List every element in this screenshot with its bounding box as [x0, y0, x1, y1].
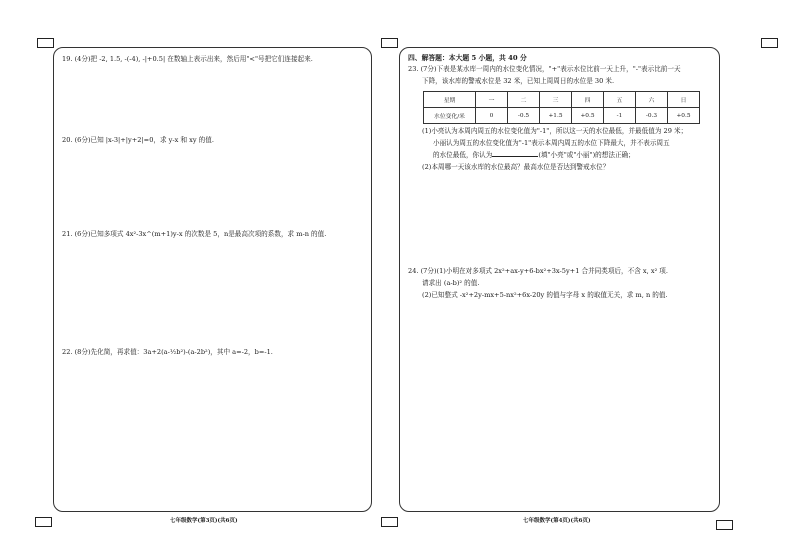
question-21: 21. (6分)已知多项式 4x²-3x^(m+1)y-x 的次数是 5，n是最高次项的系数，求 m-n 的值. — [62, 230, 327, 238]
question-24-part2: (2)已知整式 -x²+2y-mx+5-nx²+6x-20y 的值与字母 x 的取值无关，求 m, n 的值. — [422, 291, 668, 299]
table-cell: 星期 — [424, 92, 476, 108]
table-cell: 四 — [572, 92, 604, 108]
table-cell: -1 — [604, 108, 636, 124]
question-23-part1-line3 — [433, 150, 635, 161]
table-cell: +1.5 — [540, 108, 572, 124]
table-cell: 二 — [508, 92, 540, 108]
question-23-intro-line2: 下降，该水库的警戒水位是 32 米，已知上周周日的水位是 30 米. — [422, 77, 615, 85]
registration-mark-bottom-left — [35, 517, 52, 527]
table-cell: +0.5 — [668, 108, 700, 124]
question-23-part1-line3-post: (填"小亮"或"小丽")的想法正确； — [538, 151, 635, 159]
question-23-part1-line1: (1)小亮认为本周内周五的水位变化值为"-1"，所以这一天的水位最低，并最低值为 29 米； — [422, 127, 688, 135]
answer-blank[interactable] — [492, 150, 538, 157]
right-page-footer: 七年级数学(第4页)(共6页) — [523, 518, 591, 524]
question-23-part1-line2: 小丽认为周五的水位变化值为"-1"表示本周内周五的水位下降最大，并不表示周五 — [433, 139, 670, 147]
registration-mark-top-left — [37, 38, 54, 48]
table-cell: 六 — [636, 92, 668, 108]
table-header-row — [424, 92, 700, 108]
question-23-intro-line1: 23. (7分)下表是某水库一周内的水位变化情况，"+"表示水位比前一天上升，"-"表示比前一天 — [408, 65, 681, 73]
question-24-part1-line2: 请求出 (a-b)² 的值. — [422, 279, 480, 287]
table-cell: 水位变化/米 — [424, 108, 476, 124]
table-cell: 日 — [668, 92, 700, 108]
table-cell: -0.3 — [636, 108, 668, 124]
question-19: 19. (4分)把 -2, 1.5, -(-4), -|+0.5| 在数轴上表示出来，然后用"<"号把它们连接起来. — [62, 55, 313, 63]
section-title: 四、解答题：本大题 5 小题，共 40 分 — [408, 54, 527, 62]
table-cell: -0.5 — [508, 108, 540, 124]
question-23-part1-line3-pre: 的水位最低，你认为 — [433, 151, 493, 159]
registration-mark-top-right — [761, 38, 778, 48]
table-cell: 三 — [540, 92, 572, 108]
table-cell: 0 — [476, 108, 508, 124]
table-cell: 五 — [604, 92, 636, 108]
left-page-footer: 七年级数学(第3页)(共6页) — [170, 518, 238, 524]
registration-mark-top-middle — [381, 38, 398, 48]
registration-mark-bottom-right — [716, 520, 733, 530]
table-cell: +0.5 — [572, 108, 604, 124]
registration-mark-bottom-middle — [381, 517, 398, 527]
water-level-table — [423, 91, 700, 124]
question-23-part2: (2)本周哪一天该水库的水位最高？最高水位是否达到警戒水位？ — [422, 163, 610, 171]
question-24-part1-line1: 24. (7分)(1)小明在对多项式 2x²+ax-y+6-bx²+3x-5y+1 合并同类项后，不含 x, x² 项. — [408, 267, 668, 275]
question-22: 22. (8分)先化简，再求值：3a+2(a-½b²)-(a-2b²)，其中 a=-2，b=-1. — [62, 348, 273, 356]
question-20: 20. (6分)已知 |x-3|+|y+2|=0，求 y-x 和 xy 的值. — [62, 136, 214, 144]
left-answer-panel — [53, 47, 372, 512]
table-data-row — [424, 108, 700, 124]
table-cell: 一 — [476, 92, 508, 108]
